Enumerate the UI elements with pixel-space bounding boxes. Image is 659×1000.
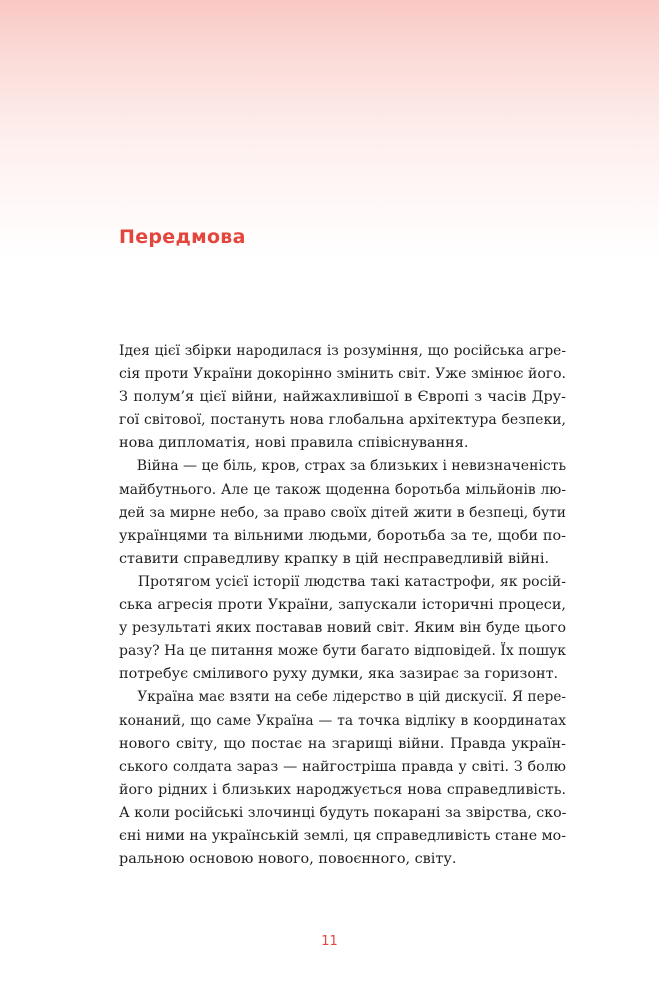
text-line: Протягом усієї історії людства такі катастрофи, як росій- [119, 573, 566, 590]
text-line: Ідея цієї збірки народилася із розуміння, що російська агре- [119, 343, 566, 359]
text-line: нова дипломатія, нові правила співіснування. [119, 435, 469, 452]
text-line: Війна — це біль, кров, страх за близьких і невизначеність [119, 458, 567, 475]
text-line: разу? На це питання може бути багато відповідей. Їх пошук [119, 643, 566, 660]
text-line: дей за мирне небо, за право своїх дітей жити в безпеці, бути [119, 504, 566, 521]
text-line: його рідних і близьких народжується нова справедливість. [119, 781, 566, 798]
text-line: А коли російські злочинці будуть покарані за звірства, ско- [119, 804, 567, 821]
text-line: потребує сміливого руху думки, яка зазирає за горизонт. [119, 666, 559, 683]
body-text [119, 340, 566, 871]
text-line: гої світової, постануть нова глобальна архітектура безпеки, [119, 412, 566, 429]
text-line: ральною основою нового, повоєнного, світу. [119, 851, 457, 868]
text-line: ського солдата зараз — найгостріша правда у світі. З болю [119, 758, 566, 775]
text-line: сія проти України докорінно змінить світ. Уже змінює його. [119, 366, 566, 383]
text-line: українцями та вільними людьми, боротьба за те, щоби по- [119, 527, 566, 544]
page-title: Передмова [119, 226, 246, 248]
text-line: З полум’я цієї війни, найжахливішої в Європі з часів Дру- [119, 389, 566, 406]
text-line: у результаті яких поставав новий світ. Яким він буде цього [119, 620, 566, 637]
text-line: ставити справедливу крапку в цій несправедливій війні. [119, 550, 550, 567]
text-line: Україна має взяти на себе лідерство в цій дискусії. Я пере- [119, 689, 566, 706]
text-line: майбутнього. Але це також щоденна боротьба мільйонів лю- [119, 481, 566, 498]
text-line: єні ними на українській землі, ця справедливість стане мо- [119, 827, 566, 844]
page-number: 11 [321, 934, 338, 949]
text-line: конаний, що саме Україна — та точка відліку в координатах [119, 712, 566, 729]
text-line: нового світу, що постає на згарищі війни. Правда україн- [119, 735, 566, 752]
text-line: ська агресія проти України, запускали історичні процеси, [119, 597, 566, 614]
